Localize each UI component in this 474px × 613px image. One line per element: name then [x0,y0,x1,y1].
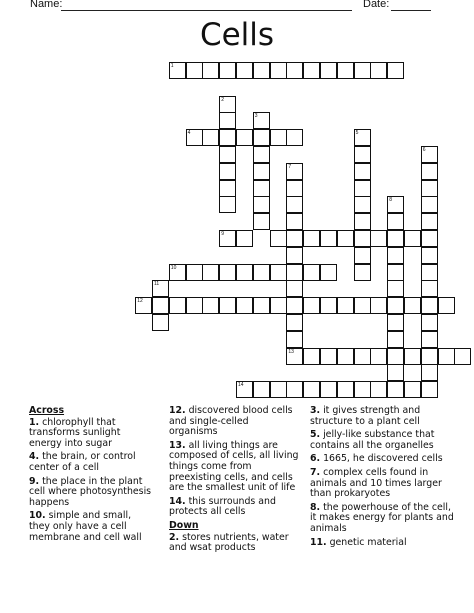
clue-number: 13 [288,348,294,355]
grid-cell[interactable] [270,62,287,79]
grid-cell[interactable] [303,62,320,79]
grid-cell[interactable] [219,62,236,79]
grid-cell[interactable] [387,230,404,247]
clue-item-text: genetic material [326,536,407,548]
grid-cell[interactable] [253,196,270,213]
grid-cell[interactable] [152,314,169,331]
clue-number: 9 [221,231,224,237]
grid-cell[interactable] [404,348,421,365]
clue-item-number: 2. [169,531,180,543]
grid-cell[interactable] [270,230,287,247]
grid-cell[interactable] [320,381,337,398]
grid-cell[interactable] [354,196,371,213]
grid-cell[interactable] [387,264,404,281]
grid-cell[interactable] [320,230,337,247]
grid-cell[interactable] [438,348,455,365]
clue-number: 7 [288,163,292,170]
grid-cell[interactable] [421,297,438,314]
clue-item-text: the brain, or control center of a cell [29,451,136,473]
grid-cell[interactable] [219,297,236,314]
grid-cell[interactable] [421,196,438,213]
grid-cell[interactable] [370,297,387,314]
grid-cell[interactable] [387,297,404,314]
clues-column-2 [169,406,299,557]
grid-cell[interactable] [303,297,320,314]
grid-cell[interactable] [286,129,303,146]
clue-item-text: chlorophyll that transforms sunlight energy into sugar [29,416,121,449]
clue-item-number: 7. [310,466,321,478]
grid-cell[interactable] [286,196,303,213]
grid-cell[interactable] [320,297,337,314]
clue-number: 4 [187,130,191,137]
grid-cell[interactable] [303,230,320,247]
grid-cell[interactable] [286,213,303,230]
clue-item-number: 8. [310,501,321,513]
grid-cell[interactable] [236,264,253,281]
clue-item-text: stores nutrients, water and wsat products [169,531,289,554]
across-heading: Across [29,405,65,416]
grid-cell[interactable] [253,381,270,398]
grid-cell[interactable] [186,129,203,146]
grid-cell[interactable] [387,196,404,213]
grid-cell[interactable] [387,62,404,79]
grid-cell[interactable] [387,348,404,365]
grid-cell[interactable] [354,264,371,281]
grid-cell[interactable] [421,348,438,365]
grid-cell[interactable] [202,129,219,146]
grid-cell[interactable] [337,297,354,314]
grid-cell[interactable] [387,364,404,381]
grid-cell[interactable] [337,62,354,79]
clue-item-number: 3. [310,405,321,416]
clue-item-text: simple and small, they only have a cell membrane and cell wall [29,510,142,543]
grid-cell[interactable] [253,180,270,197]
grid-cell[interactable] [438,297,455,314]
grid-cell[interactable] [253,146,270,163]
grid-cell[interactable] [404,297,421,314]
clue-item [310,503,460,535]
grid-cell[interactable] [286,331,303,348]
grid-cell[interactable] [354,230,371,247]
clue-item [310,406,460,427]
grid-cell[interactable] [337,230,354,247]
grid-cell[interactable] [169,297,186,314]
clue-item-text: 1665, he discovered cells [320,453,443,465]
grid-cell[interactable] [354,297,371,314]
grid-cell[interactable] [253,62,270,79]
grid-cell[interactable] [219,96,236,113]
grid-cell[interactable] [169,264,186,281]
clue-number: 10 [170,264,177,271]
clue-item-number: 5. [310,429,321,441]
grid-cell[interactable] [421,247,438,264]
clue-item-number: 6. [310,453,321,465]
clue-item-text: the place in the plant cell where photosynthesis happens [29,475,152,508]
clue-item [310,430,460,451]
grid-cell[interactable] [236,129,253,146]
clue-number: 14 [238,382,244,389]
clue-item-number: 12. [169,405,186,416]
clue-item-text: the powerhouse of the cell, it makes energy for plants and animals [310,501,454,534]
grid-cell[interactable] [186,62,203,79]
grid-cell[interactable] [236,230,253,247]
grid-cell[interactable] [152,280,169,297]
grid-cell[interactable] [253,213,270,230]
grid-cell[interactable] [354,180,371,197]
grid-cell[interactable] [270,297,287,314]
grid-cell[interactable] [354,163,371,180]
grid-cell[interactable] [202,264,219,281]
grid-cell[interactable] [286,381,303,398]
grid-cell[interactable] [286,280,303,297]
grid-cell[interactable] [253,264,270,281]
grid-cell[interactable] [404,381,421,398]
grid-cell[interactable] [219,196,236,213]
grid-cell[interactable] [421,314,438,331]
grid-cell[interactable] [421,163,438,180]
clue-item [169,441,299,494]
clue-item [29,452,154,473]
grid-cell[interactable] [219,264,236,281]
grid-cell[interactable] [354,213,371,230]
clue-item-number: 13. [169,439,186,451]
grid-cell[interactable] [169,62,186,79]
grid-cell[interactable] [421,280,438,297]
grid-cell[interactable] [370,62,387,79]
clue-item-number: 14. [169,495,186,507]
grid-cell[interactable] [421,331,438,348]
grid-cell[interactable] [370,230,387,247]
grid-cell[interactable] [219,180,236,197]
grid-cell[interactable] [236,297,253,314]
clue-item [29,477,154,509]
grid-cell[interactable] [219,230,236,247]
grid-cell[interactable] [387,314,404,331]
grid-cell[interactable] [286,297,303,314]
clues-panel [0,406,474,606]
grid-cell[interactable] [270,381,287,398]
grid-cell[interactable] [454,348,471,365]
clue-item-number: 9. [29,475,40,487]
clue-item-number: 4. [29,451,40,463]
page-title: Cells [199,17,275,53]
clue-number: 3 [254,113,258,120]
clue-item [169,533,299,554]
grid-cell[interactable] [320,264,337,281]
grid-cell[interactable] [219,146,236,163]
clue-item [310,538,460,549]
clue-number: 5 [355,130,359,137]
clue-item [310,454,460,465]
grid-cell[interactable] [320,62,337,79]
grid-cell[interactable] [202,62,219,79]
clue-number: 2 [221,96,224,103]
grid-cell[interactable] [387,280,404,297]
grid-cell[interactable] [253,129,270,146]
grid-cell[interactable] [286,264,303,281]
clue-number: 12 [137,298,143,305]
grid-cell[interactable] [370,381,387,398]
grid-cell[interactable] [303,348,320,365]
grid-cell[interactable] [303,264,320,281]
grid-cell[interactable] [286,230,303,247]
grid-cell[interactable] [387,247,404,264]
clue-item [169,406,299,438]
clue-number: 11 [154,281,160,288]
grid-cell[interactable] [219,163,236,180]
grid-cell[interactable] [253,297,270,314]
grid-cell[interactable] [421,381,438,398]
grid-cell[interactable] [404,230,421,247]
grid-cell[interactable] [421,364,438,381]
down-heading: Down [169,519,199,531]
grid-cell[interactable] [354,146,371,163]
clue-item-text: this surrounds and protects all cells [169,495,276,518]
grid-cell[interactable] [354,129,371,146]
clue-number: 6 [422,147,426,153]
grid-cell[interactable] [421,230,438,247]
grid-cell[interactable] [303,381,320,398]
grid-cell[interactable] [270,129,287,146]
grid-cell[interactable] [286,247,303,264]
grid-cell[interactable] [286,348,303,365]
clues-column-3 [310,406,460,551]
name-label: Name: [30,0,63,10]
grid-cell[interactable] [186,264,203,281]
clue-number: 1 [170,63,174,69]
grid-cell[interactable] [370,348,387,365]
grid-cell[interactable] [354,62,371,79]
grid-cell[interactable] [286,163,303,180]
date-label: Date: [363,0,390,10]
clue-item [29,511,154,543]
grid-cell[interactable] [253,163,270,180]
grid-cell[interactable] [152,297,169,314]
clue-item-text: jelly-like substance that contains all the organelles [310,429,435,451]
grid-cell[interactable] [354,381,371,398]
clue-item [29,418,154,450]
grid-cell[interactable] [202,297,219,314]
clue-item-number: 1. [29,416,40,428]
grid-cell[interactable] [186,297,203,314]
grid-cell[interactable] [387,381,404,398]
grid-cell[interactable] [253,112,270,129]
grid-cell[interactable] [219,112,236,129]
grid-cell[interactable] [219,129,236,146]
clue-item-text: it gives strength and structure to a plant cell [310,405,421,427]
grid-cell[interactable] [286,180,303,197]
clue-item-text: complex cells found in animals and 10 times larger than prokaryotes [310,466,442,500]
grid-cell[interactable] [236,62,253,79]
grid-cell[interactable] [286,62,303,79]
grid-cell[interactable] [270,264,287,281]
clue-number: 8 [389,197,392,204]
grid-cell[interactable] [354,348,371,365]
grid-cell[interactable] [421,264,438,281]
grid-cell[interactable] [236,381,253,398]
clue-item-number: 11. [310,536,327,548]
clue-item-number: 10. [29,510,46,522]
clue-item [310,468,460,500]
grid-cell[interactable] [354,247,371,264]
grid-cell[interactable] [286,314,303,331]
grid-cell[interactable] [387,213,404,230]
clues-column-1 [29,406,154,546]
grid-cell[interactable] [337,348,354,365]
clue-item [169,497,299,518]
grid-cell[interactable] [421,180,438,197]
clue-item-text: all living things are composed of cells, all living things come from preexisting cells, and cells are the smallest unit of life [169,439,299,494]
grid-cell[interactable] [421,213,438,230]
grid-cell[interactable] [421,146,438,163]
grid-cell[interactable] [135,297,152,314]
clue-item-text: discovered blood cells and single-celled organisms [169,405,293,438]
grid-cell[interactable] [337,381,354,398]
grid-cell[interactable] [387,331,404,348]
grid-cell[interactable] [320,348,337,365]
